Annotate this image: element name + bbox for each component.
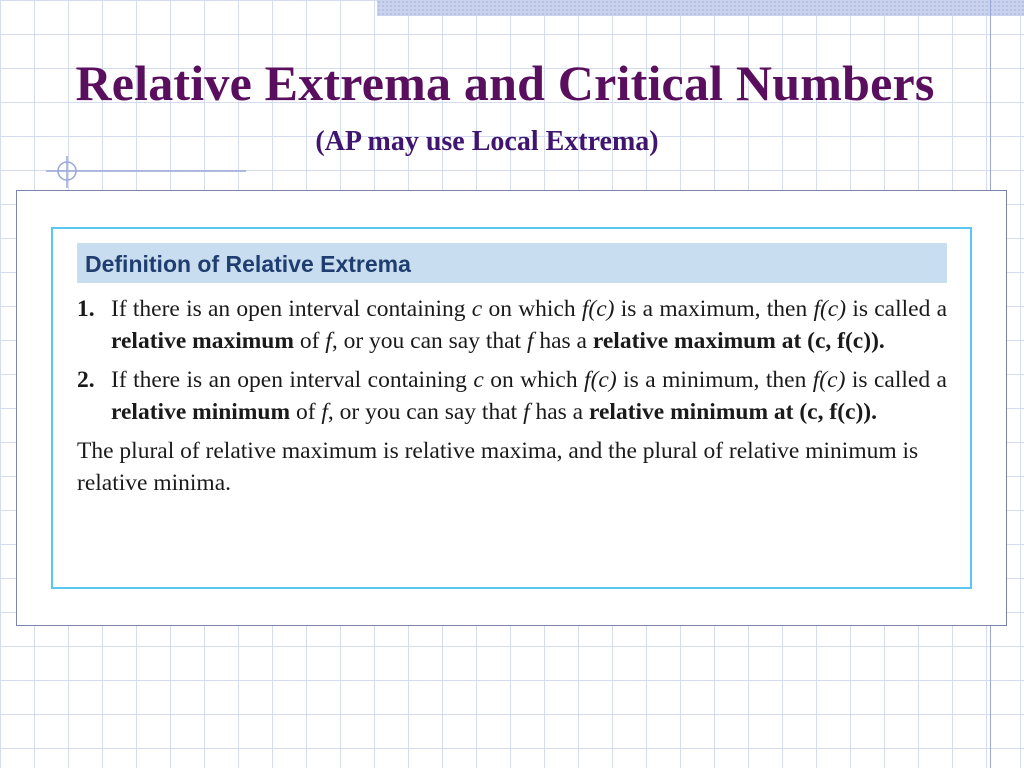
item-text: , or you can say that: [327, 399, 524, 425]
item-text: has a: [529, 399, 589, 425]
definition-header-text: Definition of Relative Extrema: [85, 251, 411, 277]
math-variable: f: [526, 328, 534, 354]
list-item: [77, 293, 947, 357]
math-expression: f(c): [584, 367, 617, 393]
crosshair-ornament-icon: [46, 154, 256, 188]
item-text: , or you can say that: [331, 328, 527, 354]
bold-term: relative minimum: [111, 399, 291, 425]
item-text: is called a: [846, 296, 947, 322]
math-variable: f: [523, 399, 530, 425]
plural-note: The plural of relative maximum is relative maxima, and the plural of relative minimum is relative minima.: [77, 438, 919, 496]
item-text: on which: [482, 296, 582, 322]
math-variable: c: [473, 367, 484, 393]
bold-term: relative minimum at (c, f(c)).: [588, 399, 877, 425]
math-variable: c: [471, 296, 483, 322]
bold-term: relative maximum at (c, f(c)).: [592, 328, 885, 354]
definition-items: [77, 293, 947, 499]
item-number: 2.: [77, 367, 95, 393]
slide-subtitle: (AP may use Local Extrema): [315, 126, 659, 157]
corner-pattern-band: [377, 0, 1024, 16]
math-variable: f: [325, 328, 332, 354]
bold-term: relative maximum: [111, 328, 294, 354]
content-panel: [16, 190, 1007, 626]
math-expression: f(c): [812, 367, 846, 393]
item-number: 1.: [77, 296, 95, 322]
definition-header: [77, 243, 947, 283]
item-text: of: [293, 328, 326, 354]
math-variable: f: [321, 399, 328, 425]
item-text: is a minimum, then: [616, 367, 813, 393]
math-expression: f(c): [581, 296, 615, 322]
definition-box: [51, 227, 972, 589]
slide-title: Relative Extrema and Critical Numbers: [75, 55, 935, 111]
math-expression: f(c): [813, 296, 847, 322]
item-text: If there is an open interval containing: [111, 296, 472, 322]
item-text: is a maximum, then: [614, 296, 814, 322]
item-text: on which: [483, 367, 585, 393]
item-text: If there is an open interval containing: [111, 367, 474, 393]
item-text: of: [290, 399, 322, 425]
item-text: is called a: [845, 367, 947, 393]
list-item: [77, 364, 947, 428]
item-text: has a: [533, 328, 593, 354]
